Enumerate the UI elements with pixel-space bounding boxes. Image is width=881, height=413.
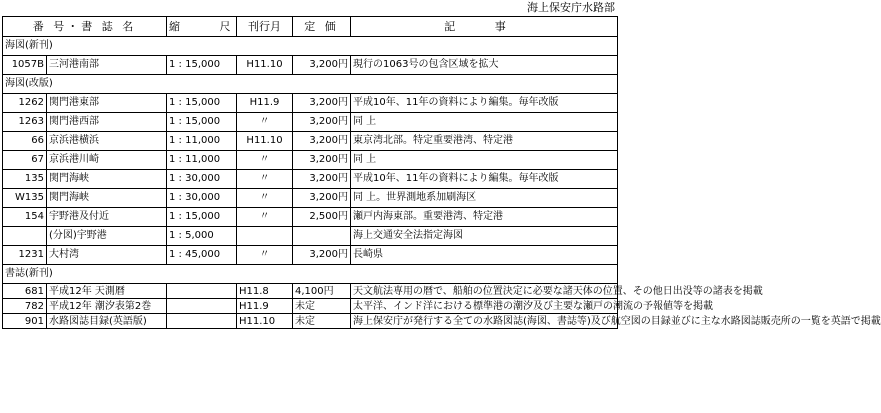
row-title: 三河港南部 (47, 56, 167, 75)
row-price: 3,200円 (293, 189, 351, 208)
row-price: 3,200円 (293, 246, 351, 265)
row-month: H11.9 (237, 299, 293, 314)
row-month: 〃 (237, 170, 293, 189)
organization-label: 海上保安庁水路部 (527, 1, 615, 14)
row-scale (167, 314, 237, 329)
table-row (3, 56, 618, 75)
row-title: 関門港西部 (47, 113, 167, 132)
row-month: 〃 (237, 246, 293, 265)
row-scale: 1 : 30,000 (167, 189, 237, 208)
row-code: 1262 (3, 94, 47, 113)
row-code: 782 (3, 299, 47, 314)
header-remarks: 記 事 (351, 17, 618, 37)
row-title: 水路図誌目録(英語版) (47, 314, 167, 329)
table-row (3, 170, 618, 189)
header-name: 番 号・書 誌 名 (3, 17, 167, 37)
row-remarks: 天文航法専用の暦で、船舶の位置決定に必要な諸天体の位置、その他日出没等の諸表を掲載 (351, 284, 618, 299)
row-month (237, 227, 293, 246)
row-month: 〃 (237, 189, 293, 208)
table-row (3, 151, 618, 170)
row-price: 未定 (293, 314, 351, 329)
row-code (3, 227, 47, 246)
row-title: 関門港東部 (47, 94, 167, 113)
section-title: 書誌(新刊) (3, 265, 618, 284)
table-row (3, 227, 618, 246)
row-title: 平成12年 潮汐表第2巻 (47, 299, 167, 314)
table-row (3, 299, 618, 314)
row-remarks: 同 上。世界測地系加刷海区 (351, 189, 618, 208)
row-code: 67 (3, 151, 47, 170)
row-price: 2,500円 (293, 208, 351, 227)
row-price: 3,200円 (293, 56, 351, 75)
row-scale: 1 : 11,000 (167, 132, 237, 151)
table-row (3, 208, 618, 227)
table-row (3, 113, 618, 132)
row-price: 3,200円 (293, 151, 351, 170)
row-title: 関門海峡 (47, 189, 167, 208)
row-title: 宇野港及付近 (47, 208, 167, 227)
row-price: 3,200円 (293, 132, 351, 151)
table-row (3, 94, 618, 113)
row-month: H11.9 (237, 94, 293, 113)
row-remarks: 平成10年、11年の資料により編集。毎年改版 (351, 94, 618, 113)
row-month: 〃 (237, 151, 293, 170)
row-scale: 1 : 45,000 (167, 246, 237, 265)
row-scale: 1 : 5,000 (167, 227, 237, 246)
row-price: 3,200円 (293, 170, 351, 189)
row-remarks: 太平洋、インド洋における標準港の潮汐及び主要な瀬戸の潮流の予報値等を掲載 (351, 299, 618, 314)
row-remarks: 海上保安庁が発行する全ての水路図誌(海図、書誌等)及び航空図の目録並びに主な水路図誌販売所の一覧を英語で掲載 (351, 314, 618, 329)
row-scale: 1 : 15,000 (167, 113, 237, 132)
row-month: H11.10 (237, 132, 293, 151)
row-code: 154 (3, 208, 47, 227)
row-month: H11.10 (237, 314, 293, 329)
table-row (3, 132, 618, 151)
row-code: 135 (3, 170, 47, 189)
row-scale: 1 : 30,000 (167, 170, 237, 189)
row-month: 〃 (237, 208, 293, 227)
row-code: 901 (3, 314, 47, 329)
row-scale: 1 : 15,000 (167, 56, 237, 75)
row-remarks: 瀬戸内海東部。重要港湾、特定港 (351, 208, 618, 227)
publication-table (2, 16, 881, 329)
table-row (3, 284, 618, 299)
row-price: 3,200円 (293, 113, 351, 132)
row-title: (分図)宇野港 (47, 227, 167, 246)
row-remarks: 海上交通安全法指定海図 (351, 227, 618, 246)
row-code: 681 (3, 284, 47, 299)
row-price: 4,100円 (293, 284, 351, 299)
row-month: 〃 (237, 113, 293, 132)
row-remarks: 長崎県 (351, 246, 618, 265)
row-remarks: 現行の1063号の包含区域を拡大 (351, 56, 618, 75)
row-remarks: 同 上 (351, 151, 618, 170)
header-month: 刊行月 (237, 17, 293, 37)
table-row (3, 246, 618, 265)
header-price: 定 価 (293, 17, 351, 37)
section-title: 海図(改版) (3, 75, 618, 94)
header-row (3, 17, 618, 37)
row-remarks: 平成10年、11年の資料により編集。毎年改版 (351, 170, 618, 189)
row-title: 平成12年 天測暦 (47, 284, 167, 299)
row-month: H11.10 (237, 56, 293, 75)
section-title: 海図(新刊) (3, 37, 618, 56)
row-scale: 1 : 15,000 (167, 94, 237, 113)
row-price (293, 227, 351, 246)
row-code: 66 (3, 132, 47, 151)
table-row (3, 314, 618, 329)
row-month: H11.8 (237, 284, 293, 299)
row-scale (167, 284, 237, 299)
row-remarks: 東京湾北部。特定重要港湾、特定港 (351, 132, 618, 151)
row-scale: 1 : 15,000 (167, 208, 237, 227)
row-remarks: 同 上 (351, 113, 618, 132)
row-code: 1231 (3, 246, 47, 265)
row-title: 大村湾 (47, 246, 167, 265)
row-title: 関門海峡 (47, 170, 167, 189)
row-price: 3,200円 (293, 94, 351, 113)
row-code: W135 (3, 189, 47, 208)
row-title: 京浜港川崎 (47, 151, 167, 170)
row-code: 1057B (3, 56, 47, 75)
row-price: 未定 (293, 299, 351, 314)
table-row (3, 189, 618, 208)
header-scale: 縮 尺 (167, 17, 237, 37)
row-title: 京浜港横浜 (47, 132, 167, 151)
row-scale: 1 : 11,000 (167, 151, 237, 170)
row-code: 1263 (3, 113, 47, 132)
row-scale (167, 299, 237, 314)
